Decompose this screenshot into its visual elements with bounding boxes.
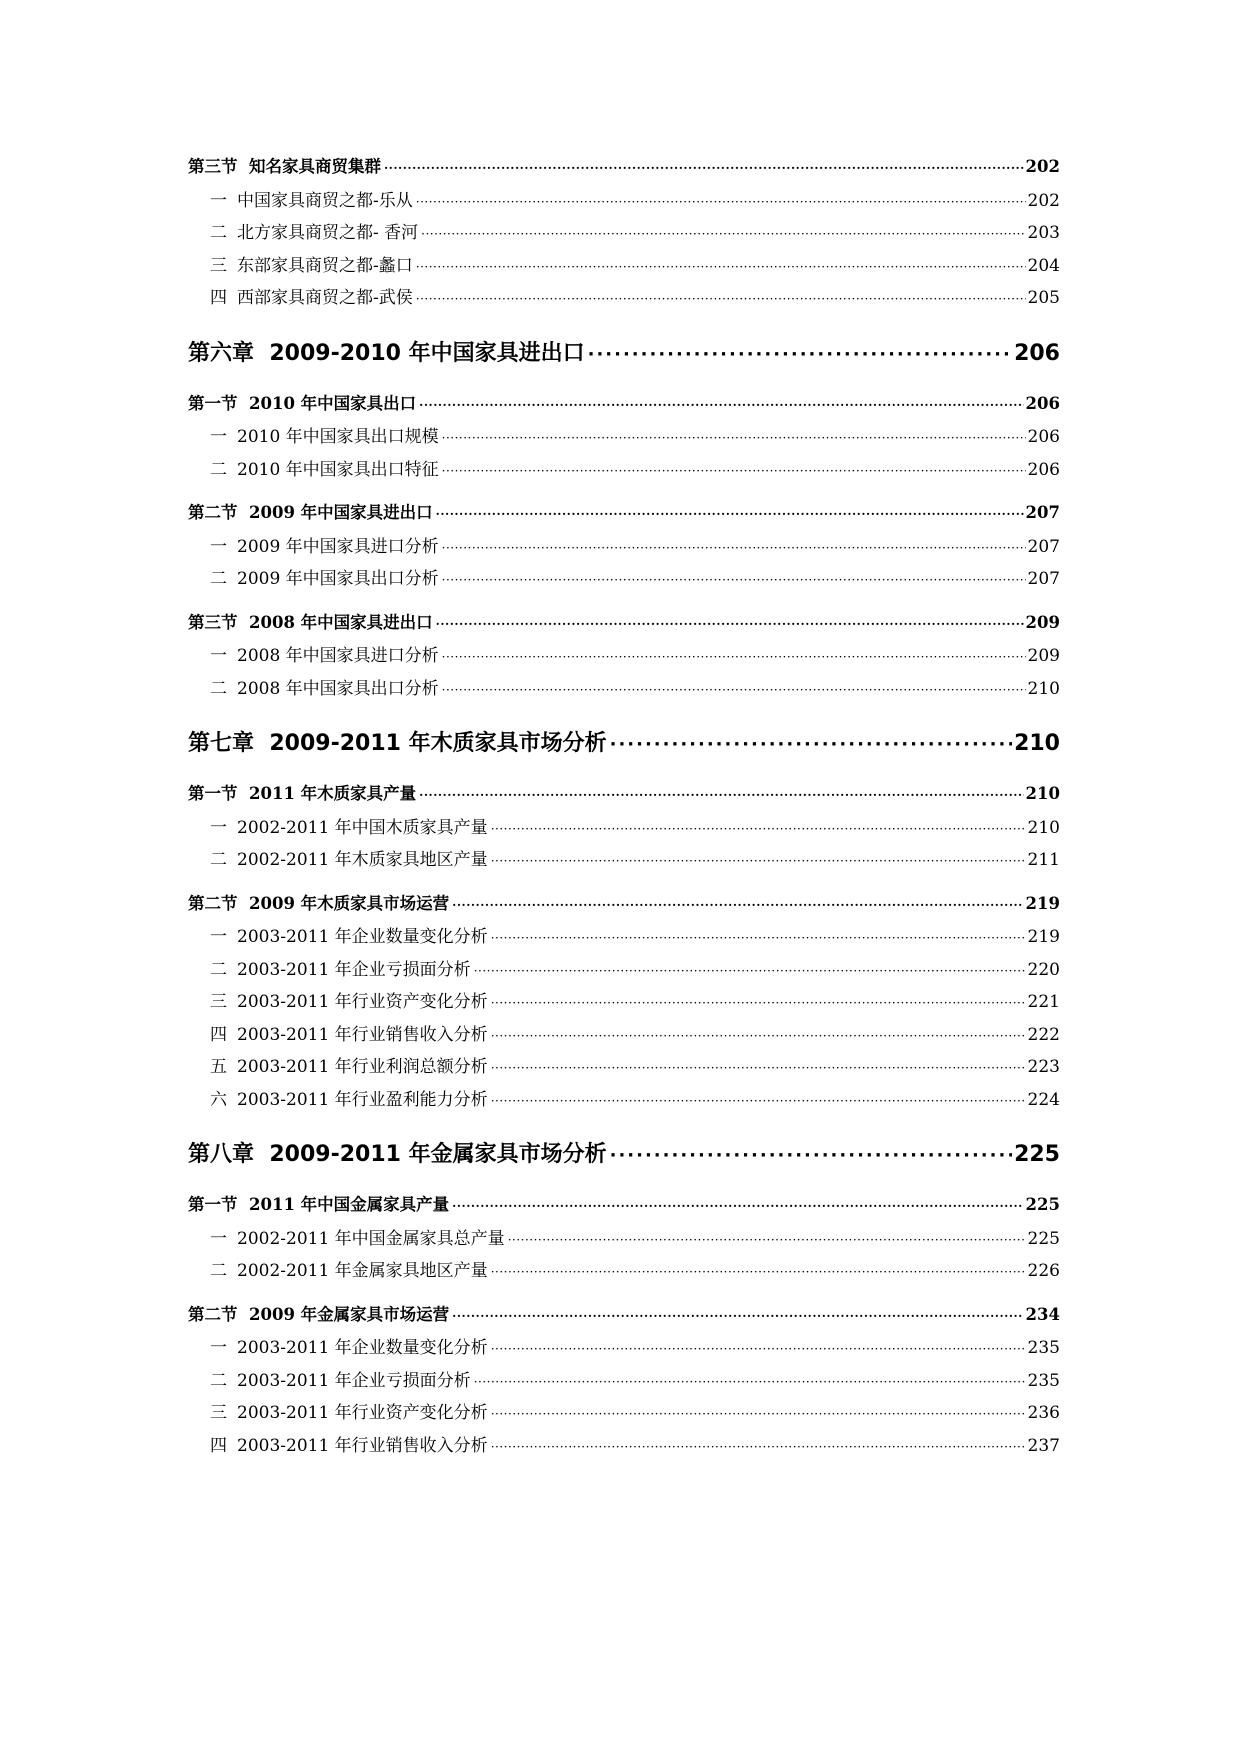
section-title [188, 1191, 449, 1215]
dot-leader [442, 431, 1026, 445]
item-title [210, 218, 418, 243]
dot-leader [436, 507, 1024, 521]
item-title [210, 1333, 488, 1358]
page-number: 223 [1027, 1057, 1060, 1077]
item-title-text: 2008 年中国家具出口分析 [237, 678, 439, 699]
item-title [210, 455, 439, 480]
dot-leader [421, 227, 1025, 241]
item-number: 一 [210, 427, 227, 447]
dot-leader [442, 650, 1026, 664]
item-title [210, 1085, 488, 1110]
toc-item-entry[interactable] [188, 251, 1060, 284]
item-title [210, 251, 413, 276]
page-number: 225 [1027, 1228, 1060, 1249]
page-number: 219 [1027, 927, 1060, 947]
section-title [188, 1301, 449, 1325]
toc-item-entry[interactable] [188, 1256, 1060, 1289]
toc-section-entry[interactable] [188, 1191, 1060, 1224]
page-number: 234 [1025, 1304, 1060, 1324]
section-label: 第二节 [188, 503, 238, 522]
item-title [210, 186, 413, 211]
section-label: 第二节 [188, 1304, 238, 1324]
page-number: 206 [1014, 340, 1060, 366]
item-title [210, 1256, 488, 1281]
item-title [210, 422, 439, 447]
dot-leader [491, 822, 1026, 836]
item-title-text: 2010 年中国家具出口特征 [237, 459, 439, 480]
item-number: 二 [210, 459, 227, 480]
item-number: 一 [210, 1228, 227, 1249]
item-number: 一 [210, 190, 227, 211]
item-title [210, 1431, 488, 1456]
section-title [188, 499, 433, 523]
dot-leader [474, 964, 1026, 978]
page-number: 226 [1027, 1261, 1060, 1281]
page-number: 225 [1014, 1142, 1060, 1167]
label-spacer [238, 894, 250, 913]
toc-section-entry[interactable] [188, 780, 1060, 813]
dot-leader [474, 1375, 1026, 1389]
item-number: 一 [210, 536, 227, 557]
dot-leader [491, 931, 1026, 945]
page-number: 203 [1027, 223, 1060, 243]
section-title-text: 2009 年木质家具市场运营 [249, 893, 450, 913]
section-label: 第一节 [188, 1195, 238, 1214]
chapter-title-text: 2009-2011 年金属家具市场分析 [269, 1142, 607, 1167]
dot-leader [491, 1440, 1026, 1454]
dot-leader [442, 464, 1026, 478]
dot-leader [452, 1309, 1023, 1323]
dot-leader [384, 161, 1024, 175]
item-title-text: 2010 年中国家具出口规模 [237, 427, 439, 447]
section-title [188, 390, 416, 414]
item-title-text: 西部家具商贸之都-武侯 [237, 288, 413, 308]
item-number: 二 [210, 678, 227, 699]
item-number: 二 [210, 959, 227, 980]
page-number: 206 [1025, 393, 1060, 413]
dot-leader [491, 996, 1026, 1010]
section-title-text: 知名家具商贸集群 [249, 157, 381, 176]
item-number: 二 [210, 850, 227, 870]
page-number: 209 [1025, 612, 1060, 632]
item-number: 四 [210, 288, 227, 308]
page-number: 209 [1027, 646, 1060, 666]
item-title-text: 2003-2011 年企业亏损面分析 [237, 959, 471, 980]
label-spacer [238, 503, 250, 522]
item-number: 四 [210, 1024, 227, 1045]
toc-item-entry[interactable] [188, 641, 1060, 674]
toc-section-entry[interactable] [188, 153, 1060, 186]
toc-section-entry[interactable] [188, 609, 1060, 642]
label-spacer [238, 784, 250, 803]
section-title [188, 153, 381, 177]
page-number: 237 [1027, 1435, 1060, 1456]
section-title-text: 2009 年中国家具进出口 [249, 503, 433, 522]
dot-leader [416, 292, 1026, 306]
item-title [210, 1366, 471, 1391]
dot-leader [491, 854, 1026, 868]
item-number: 二 [210, 1261, 227, 1281]
dot-leader [442, 541, 1026, 555]
item-title [210, 641, 439, 666]
item-title-text: 2002-2011 年木质家具地区产量 [237, 850, 488, 870]
label-spacer [254, 731, 269, 756]
item-title [210, 532, 439, 557]
page-number: 236 [1027, 1403, 1060, 1423]
item-number: 三 [210, 255, 227, 276]
item-title-text: 北方家具商贸之都- 香河 [237, 223, 419, 243]
toc-item-entry[interactable] [188, 813, 1060, 846]
page-number: 222 [1027, 1024, 1060, 1045]
label-spacer [238, 1195, 250, 1214]
item-title-text: 2003-2011 年行业销售收入分析 [237, 1024, 488, 1045]
page-number: 205 [1027, 288, 1060, 308]
label-spacer [238, 394, 250, 413]
dot-leader [419, 398, 1023, 412]
dot-leader [452, 898, 1023, 912]
label-spacer [238, 613, 250, 632]
item-title [210, 1224, 505, 1249]
section-title-text: 2011 年木质家具产量 [249, 784, 417, 803]
dot-leader [491, 1407, 1026, 1421]
toc-item-entry[interactable] [188, 564, 1060, 597]
dot-leader [491, 1029, 1026, 1043]
section-title [188, 780, 416, 804]
dot-leader [436, 617, 1024, 631]
toc-item-entry[interactable] [188, 955, 1060, 988]
toc-item-entry[interactable] [188, 922, 1060, 955]
dot-leader [508, 1233, 1026, 1247]
toc-item-entry[interactable] [188, 1431, 1060, 1464]
section-label: 第一节 [188, 784, 238, 803]
item-number: 二 [210, 569, 227, 589]
toc-item-entry[interactable] [188, 674, 1060, 707]
chapter-title [188, 336, 585, 367]
chapter-title-text: 2009-2011 年木质家具市场分析 [269, 731, 607, 756]
item-title-text: 中国家具商贸之都-乐从 [237, 190, 413, 211]
dot-leader [491, 1061, 1026, 1075]
dot-leader [491, 1094, 1026, 1108]
toc-item-entry[interactable] [188, 1224, 1060, 1257]
item-number: 三 [210, 1403, 227, 1423]
page-number: 210 [1027, 678, 1060, 699]
toc-item-entry[interactable] [188, 283, 1060, 316]
page-number: 224 [1027, 1089, 1060, 1110]
toc-item-entry[interactable] [188, 1366, 1060, 1399]
toc-item-entry[interactable] [188, 1085, 1060, 1118]
dot-leader [416, 195, 1026, 209]
item-title [210, 845, 488, 870]
toc-item-entry[interactable] [188, 218, 1060, 251]
page-number: 202 [1027, 190, 1060, 211]
item-number: 三 [210, 992, 227, 1012]
item-title-text: 2003-2011 年行业利润总额分析 [237, 1057, 488, 1077]
label-spacer [238, 1305, 250, 1324]
item-number: 一 [210, 646, 227, 666]
page-number: 235 [1027, 1370, 1060, 1391]
chapter-title [188, 1137, 607, 1168]
section-title-text: 2010 年中国家具出口 [249, 393, 417, 413]
page-number: 207 [1027, 536, 1060, 557]
item-title [210, 813, 488, 838]
page-number: 210 [1027, 817, 1060, 838]
label-spacer [254, 341, 269, 366]
page-number: 204 [1027, 255, 1060, 276]
toc-item-entry[interactable] [188, 532, 1060, 565]
item-title-text: 2003-2011 年企业亏损面分析 [237, 1370, 471, 1391]
page-number: 225 [1025, 1195, 1060, 1214]
item-title-text: 2002-2011 年金属家具地区产量 [237, 1261, 488, 1281]
item-number: 一 [210, 927, 227, 947]
item-number: 六 [210, 1089, 227, 1110]
toc-item-entry[interactable] [188, 455, 1060, 488]
item-title-text: 东部家具商贸之都-蠡口 [237, 255, 413, 276]
page-number: 207 [1027, 569, 1060, 589]
dot-leader [442, 683, 1026, 697]
toc-chapter-entry[interactable] [188, 726, 1060, 768]
toc-item-entry[interactable] [188, 1333, 1060, 1366]
section-title [188, 890, 449, 914]
item-title [210, 1020, 488, 1045]
section-title-text: 2008 年中国家具进出口 [249, 612, 433, 632]
item-title-text: 2002-2011 年中国木质家具产量 [237, 817, 488, 838]
toc-chapter-entry[interactable] [188, 336, 1060, 378]
dot-leader [588, 344, 1012, 365]
dot-leader [419, 788, 1023, 802]
toc-section-entry[interactable] [188, 1301, 1060, 1334]
dot-leader [416, 260, 1026, 274]
label-spacer [238, 157, 250, 176]
dot-leader [610, 734, 1012, 755]
dot-leader [610, 1145, 1012, 1166]
table-of-contents [188, 153, 1060, 1463]
section-label: 第三节 [188, 157, 238, 176]
item-number: 二 [210, 1370, 227, 1391]
item-title-text: 2008 年中国家具进口分析 [237, 646, 439, 666]
chapter-label: 第七章 [188, 731, 255, 756]
page-number: 219 [1025, 893, 1060, 913]
item-title-text: 2003-2011 年行业盈利能力分析 [237, 1089, 488, 1110]
page-number: 210 [1014, 731, 1060, 756]
dot-leader [491, 1342, 1026, 1356]
item-title [210, 922, 488, 947]
toc-item-entry[interactable] [188, 186, 1060, 219]
item-title [210, 564, 439, 589]
item-title [210, 955, 471, 980]
item-title [210, 1052, 488, 1077]
item-title-text: 2003-2011 年企业数量变化分析 [237, 927, 488, 947]
page-number: 220 [1027, 959, 1060, 980]
item-title [210, 674, 439, 699]
dot-leader [452, 1199, 1023, 1213]
item-title-text: 2003-2011 年行业销售收入分析 [237, 1435, 488, 1456]
item-number: 二 [210, 223, 227, 243]
page-number: 202 [1025, 157, 1060, 176]
toc-item-entry[interactable] [188, 845, 1060, 878]
section-title-text: 2009 年金属家具市场运营 [249, 1304, 450, 1324]
page-number: 211 [1027, 850, 1060, 870]
section-title [188, 609, 433, 633]
page-number: 206 [1027, 427, 1060, 447]
item-title [210, 987, 488, 1012]
page-number: 207 [1025, 503, 1060, 522]
item-title-text: 2003-2011 年行业资产变化分析 [237, 1403, 488, 1423]
toc-section-entry[interactable] [188, 890, 1060, 923]
toc-item-entry[interactable] [188, 422, 1060, 455]
item-number: 五 [210, 1057, 227, 1077]
chapter-title-text: 2009-2010 年中国家具进出口 [269, 340, 585, 366]
item-title-text: 2009 年中国家具出口分析 [237, 569, 439, 589]
item-number: 一 [210, 1338, 227, 1358]
item-number: 一 [210, 817, 227, 838]
page-number: 210 [1025, 784, 1060, 803]
chapter-label: 第八章 [188, 1142, 255, 1167]
chapter-label: 第六章 [188, 340, 255, 366]
section-label: 第二节 [188, 893, 238, 913]
item-title-text: 2009 年中国家具进口分析 [237, 536, 439, 557]
toc-item-entry[interactable] [188, 1020, 1060, 1053]
item-title [210, 1398, 488, 1423]
item-title-text: 2003-2011 年行业资产变化分析 [237, 992, 488, 1012]
section-title-text: 2011 年中国金属家具产量 [249, 1195, 450, 1214]
toc-section-entry[interactable] [188, 390, 1060, 423]
dot-leader [442, 573, 1026, 587]
toc-section-entry[interactable] [188, 499, 1060, 532]
item-number: 四 [210, 1435, 227, 1456]
toc-item-entry[interactable] [188, 1052, 1060, 1085]
item-title [210, 283, 413, 308]
section-label: 第三节 [188, 612, 238, 632]
toc-item-entry[interactable] [188, 1398, 1060, 1431]
page-number: 235 [1027, 1338, 1060, 1358]
toc-item-entry[interactable] [188, 987, 1060, 1020]
section-label: 第一节 [188, 393, 238, 413]
page-number: 206 [1027, 459, 1060, 480]
page-number: 221 [1027, 992, 1060, 1012]
label-spacer [254, 1142, 269, 1167]
toc-chapter-entry[interactable] [188, 1137, 1060, 1179]
chapter-title [188, 726, 607, 757]
item-title-text: 2003-2011 年企业数量变化分析 [237, 1338, 488, 1358]
item-title-text: 2002-2011 年中国金属家具总产量 [237, 1228, 505, 1249]
dot-leader [491, 1265, 1026, 1279]
